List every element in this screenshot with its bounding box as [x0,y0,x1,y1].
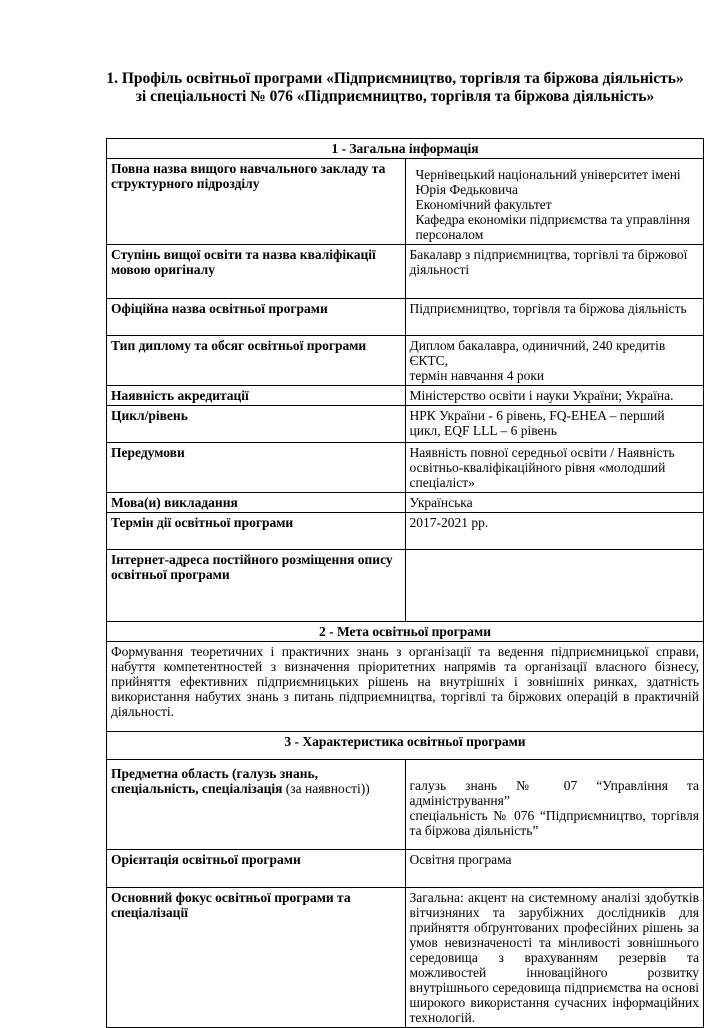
degree-label: Ступінь вищої освіти та назва кваліфікації мовою оригіналу [107,245,406,299]
table-row [107,513,704,550]
table-row [107,336,704,386]
subject-area-label [107,760,406,850]
institution-department: Кафедра економіки підприємства та управління персоналом [415,212,690,242]
table-row [107,443,704,493]
section-goal-header: 2 - Мета освітньої програми [107,622,704,642]
table-row [107,299,704,336]
title-line-2: зі спеціальності № 076 «Підприємництво, торгівля та біржова діяльність» [135,88,655,105]
subject-area-field: галузь знань № 07 “Управління та адміністрування” [409,778,699,808]
institution-value [405,159,704,245]
table-row [107,760,704,850]
internet-address-label: Інтернет-адреса постійного розміщення опису освітньої програми [107,550,406,622]
table-row [107,850,704,888]
orientation-value: Освітня програма [405,850,704,888]
section-characteristics-header: 3 - Характеристика освітньої програми [107,732,704,760]
institution-faculty: Економічний факультет [415,197,552,212]
diploma-value [405,336,704,386]
table-row [107,406,704,443]
prerequisites-label: Передумови [107,443,406,493]
title-line-1: 1. Профіль освітньої програми «Підприємництво, торгівля та біржова діяльність» [106,70,684,87]
diploma-line-2: термін навчання 4 роки [409,368,545,383]
subject-area-label-note: (за наявності)) [282,781,370,796]
institution-university: Чернівецький національний університет імені Юрія Федьковича [415,167,681,197]
table-row [107,493,704,513]
program-profile-table [106,138,704,1028]
subject-area-value [405,760,704,850]
term-value: 2017-2021 рр. [405,513,704,550]
accreditation-label: Наявність акредитації [107,386,406,406]
focus-value: Загальна: акцент на системному аналізі здобутків вітчизняних та зарубіжних дослідників для прийняття обґрунтованих професійних рішень за умов невизначеності та мінливості зовнішнього середовища з врахуванням резервів та можливостей інноваційного розвитку внутрішнього середовища підприємства на основі широкого використання сучасних інформаційних технологій. [405,888,704,1028]
language-label: Мова(и) викладання [107,493,406,513]
focus-label: Основний фокус освітньої програми та спеціалізації [107,888,406,1028]
table-row [107,159,704,245]
language-value: Українська [405,493,704,513]
table-row [107,888,704,1028]
table-row [107,386,704,406]
document-title [100,70,690,106]
diploma-line-1: Диплом бакалавра, одиничний, 240 кредитів ЄКТС, [409,338,666,368]
subject-area-label-bold: Предметна область (галузь знань, спеціальність, спеціалізація [111,766,319,796]
orientation-label: Орієнтація освітньої програми [107,850,406,888]
diploma-label: Тип диплому та обсяг освітньої програми [107,336,406,386]
official-name-value: Підприємництво, торгівля та біржова діяльність [405,299,704,336]
section-general-header: 1 - Загальна інформація [107,139,704,159]
internet-address-value [405,550,704,622]
table-row [107,642,704,732]
table-row [107,550,704,622]
subject-area-specialty: спеціальність № 076 “Підприємництво, торгівля та біржова діяльність” [409,808,699,838]
goal-text: Формування теоретичних і практичних знань з організації та ведення підприємницької справи, набуття компетентностей з визначення пріоритетних напрямів та організації власного бізнесу, прийняття ефективних підприємницьких рішень на внутрішніх і зовнішніх ринках, здатність використання набутих знань з питань підприємництва, торгівлі та біржових операцій в практичній діяльності. [107,642,704,732]
term-label: Термін дії освітньої програми [107,513,406,550]
accreditation-value: Міністерство освіти і науки України; Україна. [405,386,704,406]
cycle-value: НРК України - 6 рівень, FQ-EHEA – перший цикл, EQF LLL – 6 рівень [405,406,704,443]
institution-label: Повна назва вищого навчального закладу та структурного підрозділу [107,159,406,245]
prerequisites-value: Наявність повної середньої освіти / Наявність освітньо-кваліфікаційного рівня «молодший спеціаліст» [405,443,704,493]
degree-value: Бакалавр з підприємництва, торгівлі та біржової діяльності [405,245,704,299]
official-name-label: Офіційна назва освітньої програми [107,299,406,336]
table-row [107,245,704,299]
cycle-label: Цикл/рівень [107,406,406,443]
